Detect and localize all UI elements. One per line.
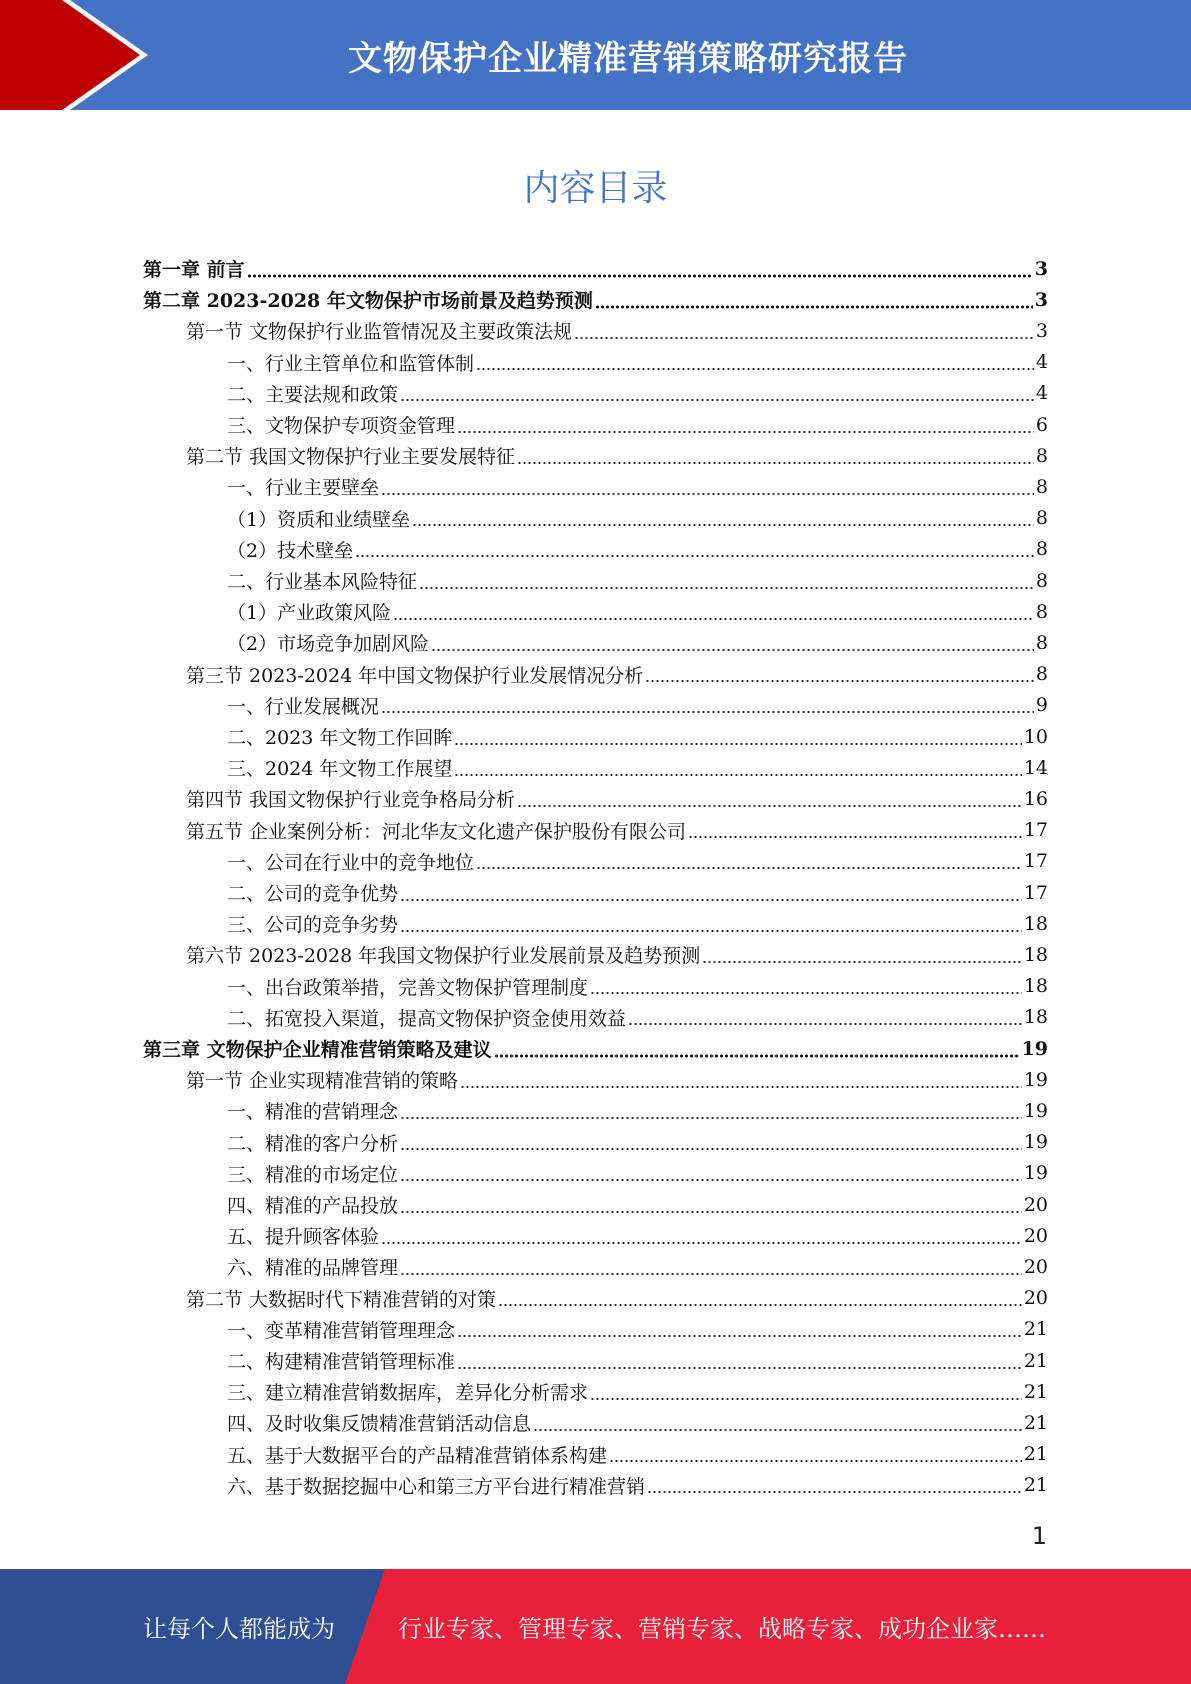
toc-entry-page: 3 — [1034, 257, 1048, 280]
toc-entry[interactable] — [227, 596, 1048, 627]
toc-entry-page: 18 — [1023, 1006, 1048, 1029]
toc-entry-label: （1）资质和业绩壁垒 — [227, 508, 411, 531]
toc-entry-label: 第一节 文物保护行业监管情况及主要政策法规 — [186, 321, 573, 344]
toc-dot-leader — [494, 1054, 1020, 1058]
toc-entry-page: 21 — [1023, 1349, 1048, 1372]
toc-dot-leader — [400, 1210, 1022, 1214]
footer-roles: 行业专家、管理专家、营销专家、战略专家、成功企业家…… — [398, 1615, 1046, 1643]
toc-dot-leader — [498, 1303, 1022, 1307]
toc-dot-leader — [247, 274, 1033, 278]
toc-entry[interactable] — [227, 1127, 1048, 1158]
toc-entry-label: 第二节 大数据时代下精准营销的对策 — [186, 1288, 497, 1311]
toc-entry[interactable] — [227, 1095, 1048, 1126]
report-header — [0, 0, 1191, 110]
toc-entry-label: 一、行业主管单位和监管体制 — [227, 352, 475, 375]
toc-entry[interactable] — [227, 721, 1048, 752]
toc-entry[interactable] — [227, 1345, 1048, 1376]
toc-entry-label: 第四节 我国文物保护行业竞争格局分析 — [186, 789, 516, 812]
toc-dot-leader — [457, 430, 1034, 434]
toc-entry-label: 六、精准的品牌管理 — [227, 1257, 399, 1280]
toc-entry-label: 三、建立精准营销数据库，差异化分析需求 — [227, 1382, 589, 1405]
toc-entry-label: （2）市场竞争加剧风险 — [227, 633, 430, 656]
toc-dot-leader — [454, 773, 1021, 777]
toc-entry[interactable] — [227, 1439, 1048, 1470]
toc-entry-label: 五、基于大数据平台的产品精准营销体系构建 — [227, 1444, 608, 1467]
toc-dot-leader — [400, 929, 1022, 933]
toc-entry-label: 二、拓宽投入渠道，提高文物保护资金使用效益 — [227, 1007, 627, 1030]
toc-entry-label: 第三节 2023-2024 年中国文物保护行业发展情况分析 — [186, 664, 644, 687]
toc-entry-page: 20 — [1023, 1255, 1048, 1278]
report-title: 文物保护企业精准营销策略研究报告 — [348, 38, 908, 79]
toc-entry[interactable] — [186, 783, 1048, 814]
toc-entry[interactable] — [227, 908, 1048, 939]
toc-dot-leader — [457, 1366, 1022, 1370]
toc-entry-page: 8 — [1035, 663, 1048, 686]
toc-entry-label: 三、公司的竞争劣势 — [227, 914, 399, 937]
toc-entry[interactable] — [143, 1033, 1048, 1064]
toc-entry-page: 16 — [1023, 787, 1048, 810]
toc-entry[interactable] — [227, 1407, 1048, 1438]
toc-dot-leader — [647, 1490, 1022, 1494]
toc-entry[interactable] — [227, 877, 1048, 908]
toc-entry[interactable] — [227, 1220, 1048, 1251]
toc-entry-page: 20 — [1023, 1224, 1048, 1247]
toc-entry-page: 19 — [1021, 1037, 1048, 1060]
toc-entry[interactable] — [143, 253, 1048, 284]
toc-dot-leader — [412, 523, 1034, 527]
toc-entry-label: 四、及时收集反馈精准营销活动信息 — [227, 1413, 532, 1436]
toc-entry[interactable] — [186, 1283, 1048, 1314]
toc-entry-label: （2）技术壁垒 — [227, 539, 354, 562]
toc-entry-page: 14 — [1023, 756, 1048, 779]
toc-dot-leader — [476, 367, 1034, 371]
toc-entry[interactable] — [186, 659, 1048, 690]
toc-entry-page: 21 — [1023, 1474, 1048, 1497]
toc-entry-label: 第二章 2023-2028 年文物保护市场前景及趋势预测 — [143, 290, 593, 313]
toc-entry-label: 二、2023 年文物工作回眸 — [227, 727, 453, 749]
toc-dot-leader — [595, 305, 1033, 309]
toc-entry-page: 18 — [1023, 975, 1048, 998]
page-number: 1 — [1031, 1522, 1047, 1550]
toc-entry-page: 8 — [1035, 600, 1048, 623]
toc-entry-page: 20 — [1023, 1287, 1048, 1310]
toc-entry-page: 6 — [1035, 413, 1048, 436]
toc-entry-page: 21 — [1023, 1411, 1048, 1434]
toc-entry-label: 第五节 企业案例分析：河北华友文化遗产保护股份有限公司 — [186, 820, 687, 843]
toc-dot-leader — [355, 554, 1034, 558]
toc-entry-label: 第三章 文物保护企业精准营销策略及建议 — [143, 1039, 492, 1061]
toc-entry-page: 18 — [1023, 943, 1048, 966]
toc-dot-leader — [533, 1428, 1022, 1432]
toc-entry[interactable] — [186, 440, 1048, 471]
toc-dot-leader — [688, 835, 1022, 839]
toc-entry-page: 10 — [1023, 725, 1048, 748]
toc-entry-page: 17 — [1023, 850, 1048, 873]
chevron-arrow-icon — [0, 0, 160, 110]
toc-entry-label: 第一节 企业实现精准营销的策略 — [186, 1070, 459, 1093]
toc-entry[interactable] — [227, 565, 1048, 596]
toc-entry[interactable] — [227, 752, 1048, 783]
toc-entry-page: 8 — [1035, 631, 1048, 654]
toc-entry[interactable] — [227, 1251, 1048, 1282]
toc-entry-page: 21 — [1023, 1380, 1048, 1403]
toc-dot-leader — [400, 1178, 1022, 1182]
toc-entry-page: 3 — [1034, 288, 1048, 311]
toc-entry-label: 第六节 2023-2028 年我国文物保护行业发展前景及趋势预测 — [186, 945, 701, 968]
toc-entry[interactable] — [227, 347, 1048, 378]
toc-entry[interactable] — [227, 1002, 1048, 1033]
toc-dot-leader — [517, 461, 1034, 465]
toc-dot-leader — [628, 1022, 1022, 1026]
toc-entry[interactable] — [186, 939, 1048, 970]
toc-entry-page: 9 — [1035, 694, 1048, 717]
toc-dot-leader — [645, 679, 1034, 683]
toc-dot-leader — [457, 1334, 1022, 1338]
toc-entry-page: 19 — [1023, 1131, 1048, 1154]
toc-entry[interactable] — [227, 627, 1048, 658]
toc-entry[interactable] — [227, 846, 1048, 877]
toc-entry-label: 一、出台政策举措，完善文物保护管理制度 — [227, 976, 589, 999]
toc-entry-label: 一、行业发展概况 — [227, 695, 380, 718]
toc-entry[interactable] — [227, 503, 1048, 534]
toc-dot-leader — [460, 1085, 1022, 1089]
toc-dot-leader — [381, 1241, 1022, 1245]
toc-dot-leader — [590, 1397, 1022, 1401]
toc-entry-page: 21 — [1023, 1443, 1048, 1466]
toc-entry[interactable] — [227, 1189, 1048, 1220]
footer-slogan: 让每个人都能成为 — [143, 1615, 335, 1643]
toc-entry-label: 二、构建精准营销管理标准 — [227, 1351, 456, 1373]
toc-entry-label: 三、文物保护专项资金管理 — [227, 415, 456, 437]
toc-dot-leader — [393, 617, 1034, 621]
toc-entry-label: 一、公司在行业中的竞争地位 — [227, 851, 475, 874]
toc-dot-leader — [590, 991, 1022, 995]
toc-entry-page: 4 — [1035, 382, 1048, 405]
toc-dot-leader — [400, 398, 1034, 402]
toc-dot-leader — [431, 648, 1034, 652]
toc-entry-label: （1）产业政策风险 — [227, 602, 392, 625]
toc-entry[interactable] — [227, 1376, 1048, 1407]
toc-dot-leader — [400, 1272, 1022, 1276]
toc-entry-label: 第二节 我国文物保护行业主要发展特征 — [186, 446, 516, 469]
toc-entry-page: 19 — [1023, 1162, 1048, 1185]
toc-entry[interactable] — [227, 690, 1048, 721]
toc-entry-page: 17 — [1023, 819, 1048, 842]
toc-entry[interactable] — [143, 284, 1048, 315]
toc-entry-label: 三、2024 年文物工作展望 — [227, 758, 453, 781]
toc-entry-page: 21 — [1023, 1318, 1048, 1341]
toc-entry-page: 17 — [1023, 881, 1048, 904]
toc-entry[interactable] — [227, 1470, 1048, 1501]
toc-entry[interactable] — [186, 315, 1048, 346]
toc-dot-leader — [381, 492, 1034, 496]
toc-dot-leader — [400, 898, 1022, 902]
toc-entry-page: 19 — [1023, 1068, 1048, 1091]
toc-entry[interactable] — [186, 1064, 1048, 1095]
toc-entry-page: 8 — [1035, 569, 1048, 592]
toc-entry-label: 一、变革精准营销管理理念 — [227, 1319, 456, 1342]
toc-entry-label: 第一章 前言 — [143, 259, 245, 281]
toc-entry[interactable] — [227, 1158, 1048, 1189]
toc-entry[interactable] — [227, 409, 1048, 440]
toc-entry-label: 三、精准的市场定位 — [227, 1163, 399, 1186]
toc-entry-page: 18 — [1023, 912, 1048, 935]
toc-dot-leader — [702, 960, 1022, 964]
toc-entry-label: 一、精准的营销理念 — [227, 1101, 399, 1124]
toc-dot-leader — [400, 1116, 1022, 1120]
toc-entry-label: 二、精准的客户分析 — [227, 1132, 399, 1155]
toc-entry-page: 8 — [1035, 507, 1048, 530]
toc-entry-label: 六、基于数据挖掘中心和第三方平台进行精准营销 — [227, 1475, 646, 1498]
toc-entry[interactable] — [186, 815, 1048, 846]
toc-dot-leader — [419, 586, 1034, 590]
toc-entry-page: 8 — [1035, 538, 1048, 561]
toc-entry-page: 4 — [1035, 351, 1048, 374]
toc-entry-label: 二、行业基本风险特征 — [227, 571, 418, 593]
toc-dot-leader — [476, 866, 1022, 870]
footer-banner — [0, 1569, 1191, 1684]
toc-entry-label: 一、行业主要壁垒 — [227, 477, 380, 500]
toc-entry[interactable] — [227, 534, 1048, 565]
toc-entry[interactable] — [227, 1314, 1048, 1345]
toc-entry-page: 20 — [1023, 1193, 1048, 1216]
toc-entry-page: 8 — [1035, 475, 1048, 498]
toc-dot-leader — [517, 804, 1022, 808]
toc-entry-page: 19 — [1023, 1099, 1048, 1122]
toc-dot-leader — [609, 1459, 1022, 1463]
toc-entry-label: 二、公司的竞争优势 — [227, 883, 399, 905]
toc-dot-leader — [454, 742, 1021, 746]
toc-entry-label: 五、提升顾客体验 — [227, 1226, 380, 1249]
toc-heading: 内容目录 — [523, 168, 668, 209]
toc-entry-label: 二、主要法规和政策 — [227, 383, 399, 406]
toc-entry-page: 3 — [1035, 319, 1048, 342]
toc-entry[interactable] — [227, 471, 1048, 502]
toc-dot-leader — [574, 336, 1034, 340]
toc-entry-page: 8 — [1035, 444, 1048, 467]
toc-dot-leader — [381, 710, 1034, 714]
toc-dot-leader — [400, 1147, 1022, 1151]
toc-entry[interactable] — [227, 378, 1048, 409]
toc-entry-label: 四、精准的产品投放 — [227, 1195, 399, 1217]
toc-entry[interactable] — [227, 971, 1048, 1002]
